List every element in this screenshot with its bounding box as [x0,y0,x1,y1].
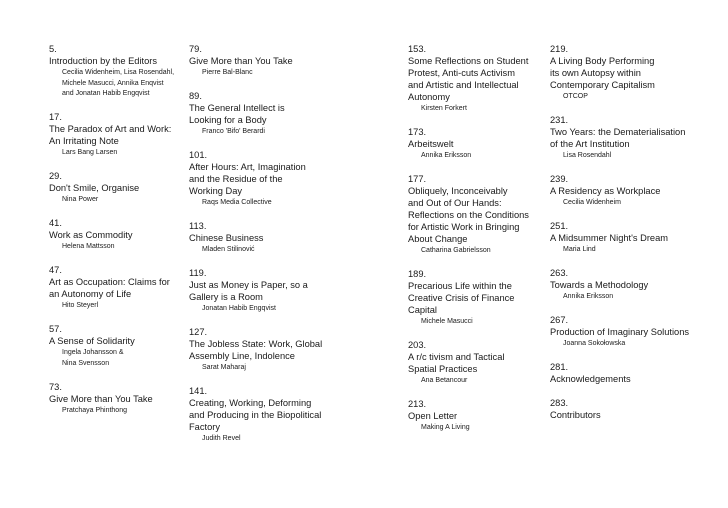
toc-entry-authors: Mladen Stilinović [202,246,255,253]
toc-entry [408,339,543,387]
toc-entry-title: A Sense of Solidarity [49,336,135,346]
toc-entry [550,43,690,103]
toc-entry-title: A Residency as Workplace [550,186,661,196]
toc-page-number: 267. [550,315,569,325]
toc-entry [49,217,181,253]
toc-entry-title: Just as Money is Paper, so a Gallery is a Room [189,280,308,302]
toc-entry-authors: Pierre Bal-Blanc [202,69,253,76]
toc-page-number: 113. [189,221,207,231]
toc-entry-title: Give More than You Take [189,56,293,66]
toc-entry-title: The Paradox of Art and Work: An Irritating Note [49,124,172,146]
toc-entry-authors: Michele Masucci [421,318,473,325]
toc-entry-authors: Annika Eriksson [563,293,614,300]
toc-entry-authors: Lars Bang Larsen [62,149,118,156]
toc-entry [408,43,543,115]
toc-entry-title: The Jobless State: Work, Global Assembly Line, Indolence [189,339,323,361]
toc-page-number: 239. [550,174,569,184]
toc-page-number: 5. [49,44,57,54]
toc-entry-authors: Franco 'Bifo' Berardi [202,128,265,135]
toc-entry [408,268,543,328]
toc-column-3 [408,43,543,445]
toc-entry [408,398,543,434]
toc-entry-title: Precarious Life within the Creative Crisis of Finance Capital [408,281,515,315]
toc-entry [550,173,690,209]
toc-page-number: 73. [49,381,62,392]
toc-page-number: 281. [550,362,569,372]
toc-entry [49,381,181,417]
toc-entry-authors: Lisa Rosendahl [563,152,612,159]
toc-entry [550,220,690,256]
toc-entry-authors: Jonatan Habib Engqvist [202,305,276,312]
toc-entry-title: Open Letter [408,411,458,421]
toc-entry-title: The General Intellect is Looking for a Body [189,103,285,125]
toc-entry-authors: Kirsten Forkert [421,105,467,112]
toc-entry-authors: Sarat Maharaj [202,364,246,371]
toc-entry-title: A Living Body Performing its own Autopsy within Contemporary Capitalism [550,56,655,90]
toc-entry-title: Production of Imaginary Solutions [550,327,690,337]
toc-entry [49,111,181,159]
toc-entry-authors: Helena Mattsson [62,243,115,250]
toc-page-number: 101. [189,150,208,160]
toc-page-number: 153. [408,44,427,54]
toc-entry-authors: Joanna Sokołowska [563,340,626,347]
toc-page-number: 119. [189,268,207,278]
toc-entry-authors: Catharina Gabrielsson [421,247,491,254]
toc-entry-title: Introduction by the Editors [49,56,158,66]
toc-entry-title: Acknowledgements [550,374,631,384]
toc-entry-title: After Hours: Art, Imagination and the Residue of the Working Day [189,162,306,196]
toc-entry-title: Obliquely, Inconceivably and Out of Our Hands: Reflections on the Conditions for Artistic Work in Bringing About Change [408,186,529,244]
toc-entry-title: Work as Commodity [49,230,133,240]
toc-entry-title: Don't Smile, Organise [49,183,140,193]
toc-entry-title: Arbeitswelt [408,139,454,149]
toc-page-number: 89. [189,91,202,101]
toc-entry-title: Chinese Business [189,233,264,243]
toc-entry [550,361,690,385]
toc-page-number: 189. [408,269,427,279]
toc-entry-title: Two Years: the Dematerialisation of the Art Institution [550,127,686,149]
toc-entry [550,267,690,303]
toc-entry-authors: Judith Revel [202,435,241,442]
toc-page-number: 251. [550,221,569,231]
toc-entry-authors: Making A Living [421,424,470,431]
toc-entry [189,90,329,138]
toc-entry [49,170,181,206]
toc-entry-title: A Midsummer Night's Dream [550,233,669,243]
toc-column-4 [550,43,690,432]
toc-page-number: 173. [408,127,427,137]
toc-page-number: 79. [189,44,202,54]
toc-entry-title: Contributors [550,409,601,420]
toc-entry-authors: Maria Lind [563,246,596,253]
toc-entry [189,43,329,79]
toc-entry [49,43,181,100]
toc-entry [189,326,329,374]
toc-entry-authors: Ingela Johansson & Nina Svensson [62,349,124,367]
toc-column-2 [189,43,329,456]
toc-entry [408,173,543,257]
toc-entry-authors: Cecilia Widenheim, Lisa Rosendahl, Michele Masucci, Annika Enqvist and Jonatan Habib Engqvist [62,69,175,97]
toc-entry-title: Towards a Methodology [550,280,649,290]
toc-entry-title: Some Reflections on Student Protest, Anti-cuts Activism and Artistic and Intellectual Autonomy [408,56,529,102]
toc-entry-authors: Nina Power [62,196,99,203]
toc-page-number: 263. [550,268,569,278]
toc-entry [49,323,181,369]
toc-page-number: 141. [189,386,208,396]
toc-column-1 [49,43,181,428]
toc-page-number: 213. [408,399,427,409]
toc-entry [189,149,329,209]
toc-entry-title: Creating, Working, Deforming and Producing in the Biopolitical Factory [189,398,322,432]
toc-entry [189,267,329,315]
toc-page-number: 231. [550,115,569,125]
toc-page-number: 177. [408,174,427,184]
toc-entry-authors: Annika Eriksson [421,152,472,159]
toc-entry [550,397,690,421]
toc-entry-authors: Ana Betancour [421,377,468,384]
toc-page-number: 17. [49,112,62,122]
toc-entry-title: Give More than You Take [49,393,153,404]
toc-entry-authors: Cecilia Widenheim [563,199,621,206]
toc-page-number: 219. [550,44,569,54]
toc-page-number: 127. [189,327,208,337]
toc-entry-title: Art as Occupation: Claims for an Autonomy of Life [49,277,170,299]
toc-page-number: 47. [49,265,62,275]
toc-entry-authors: OTCOP [563,93,588,100]
toc-page-number: 41. [49,218,62,228]
toc-entry [189,220,329,256]
toc-entry [550,114,690,162]
toc-page-number: 283. [550,397,569,408]
toc-entry [550,314,690,350]
toc-entry [408,126,543,162]
toc-entry-authors: Pratchaya Phinthong [62,406,127,414]
toc-page-number: 29. [49,171,62,181]
toc-page-number: 203. [408,340,427,350]
toc-entry-title: A r/c tivism and Tactical Spatial Practices [408,352,505,374]
toc-entry-authors: Hito Steyerl [62,302,99,309]
toc-entry [189,385,329,445]
toc-entry [49,264,181,312]
toc-page-number: 57. [49,324,62,334]
toc-entry-authors: Raqs Media Collective [202,199,272,206]
